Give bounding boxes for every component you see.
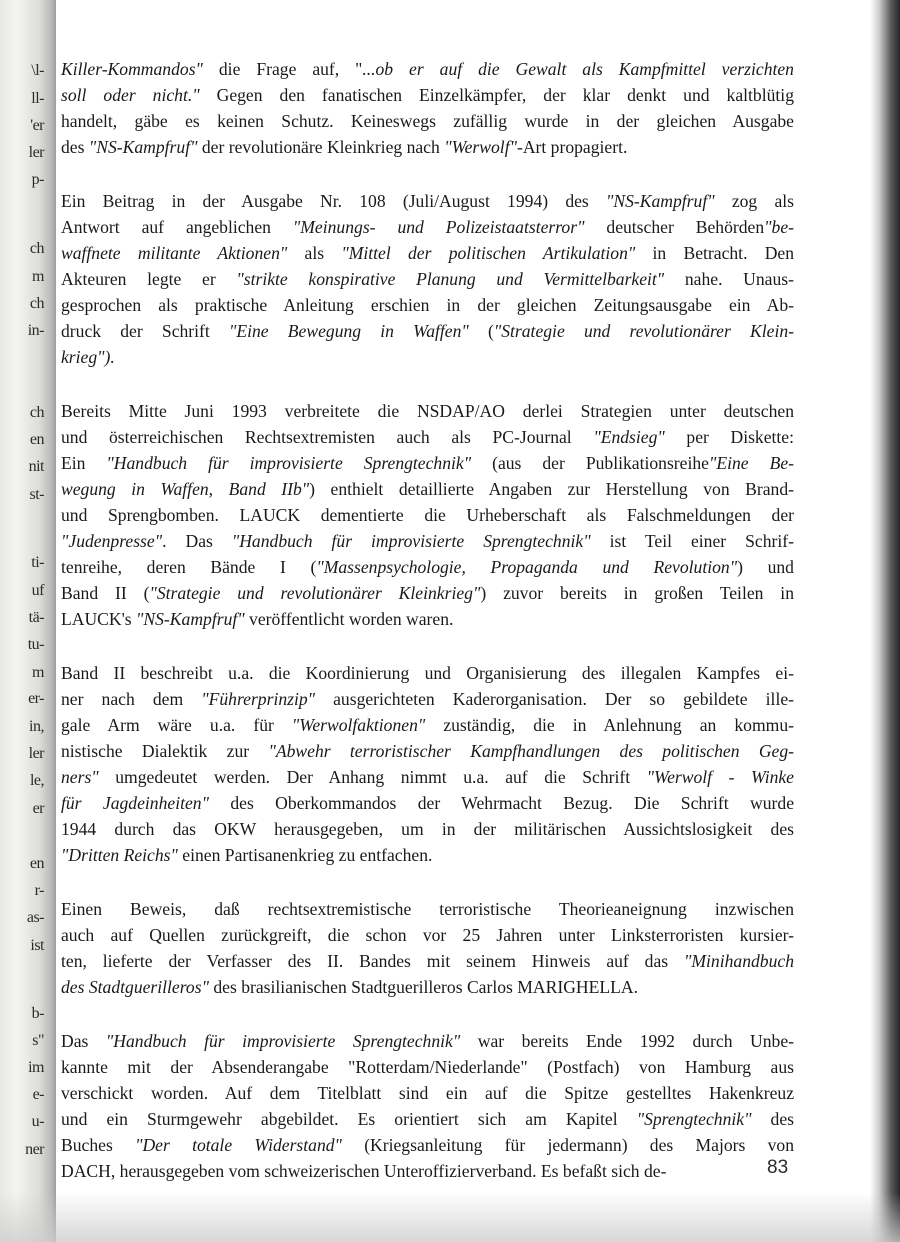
italic-run: wegung in Waffen, Band IIb" (61, 479, 310, 499)
italic-run: "Werwolf" (444, 137, 517, 157)
italic-run: "Mittel der politischen Artikulation" (341, 243, 636, 263)
facing-page-fragment: e- (32, 1086, 44, 1103)
text-run: ist Teil einer Schrif- (590, 531, 794, 551)
text-line (61, 922, 794, 948)
book-gutter (0, 0, 56, 1242)
text-line (61, 188, 794, 214)
text-run: des Oberkommandos der Wehrmacht Bezug. Die Schrift wurde (208, 793, 795, 813)
text-line (61, 344, 794, 370)
facing-page-fragment: ch (29, 240, 44, 257)
paragraph (61, 398, 794, 632)
text-run: tenreihe, deren Bände I ( (61, 557, 317, 577)
text-run: Buches (61, 1135, 136, 1155)
facing-page-fragment: le, (29, 772, 44, 789)
italic-run: "Massenpsychologie, Propaganda und Revolution" (316, 557, 738, 577)
italic-run: "Führerprinzip" (201, 689, 316, 709)
text-line (61, 712, 794, 738)
facing-page-fragment: tä- (28, 609, 44, 626)
text-line (61, 318, 794, 344)
italic-run: "Strategie und revolutionärer Kleinkrieg" (149, 583, 481, 603)
italic-run: Killer-Kommandos" (61, 59, 203, 79)
italic-run: "Werwolfaktionen" (291, 715, 426, 735)
text-run: zuständig, die in Anlehnung an kommu- (425, 715, 794, 735)
text-line (61, 450, 794, 476)
text-line (61, 660, 794, 686)
text-line (61, 580, 794, 606)
italic-run: "strikte konspirative Planung und Vermittelbarkeit" (236, 269, 665, 289)
text-line (61, 266, 794, 292)
text-line (61, 1158, 794, 1184)
italic-run: "Abwehr terroristischer Kampfhandlungen des politischen Geg- (268, 741, 795, 761)
italic-run: waffnete militante Aktionen" (61, 243, 288, 263)
text-run: nahe. Unaus- (664, 269, 794, 289)
italic-run: "Werwolf - Winke (646, 767, 794, 787)
italic-run: "Handbuch für improvisierte Sprengtechnik" (105, 1031, 461, 1051)
paragraph (61, 56, 794, 160)
facing-page-fragment: ler (28, 144, 44, 161)
facing-page-fragment: m (32, 268, 44, 285)
text-line (61, 134, 794, 160)
paragraph (61, 660, 794, 868)
facing-page-fragment: ist (30, 937, 44, 954)
facing-page-fragment: ti- (31, 554, 44, 571)
text-line (61, 292, 794, 318)
text-run: deutscher Behörden (584, 217, 765, 237)
text-run: . Das (162, 531, 232, 551)
text-line (61, 1106, 794, 1132)
italic-run: ...ob er auf die Gewalt als Kampfmittel verzichten (362, 59, 794, 79)
italic-run: des Stadtguerilleros" (61, 977, 209, 997)
text-run: LAUCK's (61, 609, 137, 629)
paragraph (61, 188, 794, 370)
text-line (61, 82, 794, 108)
italic-run: "Der totale Widerstand" (135, 1135, 342, 1155)
text-line (61, 686, 794, 712)
text-line (61, 948, 794, 974)
text-run: 1944 durch das OKW herausgegeben, um in der militärischen Aussichtslosigkeit des (61, 819, 794, 839)
text-run: auch auf Quellen zurückgreift, die schon vor 25 Jahren unter Linksterroristen kursier- (61, 925, 794, 945)
facing-page-fragment: ll- (31, 90, 44, 107)
facing-page-fragment: u- (31, 1113, 44, 1130)
facing-page-fragment: s" (32, 1032, 44, 1049)
page-number: 83 (767, 1157, 789, 1178)
text-run: der revolutionäre Kleinkrieg nach (197, 137, 445, 157)
italic-run: "Meinungs- und Polizeistaatsterror" (292, 217, 585, 237)
facing-page-fragment: nit (28, 458, 44, 475)
text-run: veröffentlicht worden waren. (244, 609, 454, 629)
facing-page-fragment: im (28, 1059, 44, 1076)
text-line (61, 554, 794, 580)
page-body (61, 56, 794, 1212)
facing-page-fragment: in, (29, 718, 44, 735)
facing-page-fragment: st- (29, 486, 44, 503)
text-run: zog als (714, 191, 794, 211)
text-run: per Diskette: (664, 427, 795, 447)
italic-run: "Judenpresse" (61, 531, 163, 551)
text-run: ( (468, 321, 494, 341)
text-line (61, 240, 794, 266)
text-run: kannte mit der Absenderangabe "Rotterdam/Niederlande" (Postfach) von Hamburg aus (61, 1057, 794, 1077)
text-line (61, 764, 794, 790)
italic-run: "NS-Kampfruf" (605, 191, 715, 211)
text-line (61, 896, 794, 922)
facing-page-fragment: p- (31, 171, 44, 188)
italic-run: soll oder nicht." (61, 85, 200, 105)
text-line (61, 842, 794, 868)
text-run: -Art propagiert. (516, 137, 628, 157)
text-line (61, 974, 794, 1000)
text-line (61, 398, 794, 424)
italic-run: ners" (61, 767, 99, 787)
italic-run: "Handbuch für improvisierte Sprengtechnik" (231, 531, 591, 551)
text-run: Band II ( (61, 583, 150, 603)
facing-page-fragment: in- (27, 322, 44, 339)
facing-page-fragment: as- (26, 909, 44, 926)
italic-run: für Jagdeinheiten" (61, 793, 209, 813)
facing-page-fragment: r- (34, 882, 44, 899)
text-run: ausgerichteten Kaderorganisation. Der so gebildete ille- (315, 689, 794, 709)
facing-page-fragment: en (29, 855, 44, 872)
facing-page-fragment: \l- (31, 62, 44, 79)
italic-run: krieg"). (61, 347, 115, 367)
text-run: die Frage auf, " (202, 59, 363, 79)
facing-page-fragment: m (32, 664, 44, 681)
text-line (61, 214, 794, 240)
facing-page-fragment: en (29, 431, 44, 448)
text-run: Akteuren legte er (61, 269, 237, 289)
text-run: des (751, 1109, 794, 1129)
page-bottom-shadow (0, 1192, 900, 1242)
text-run: ten, lieferte der Verfasser des II. Bandes mit seinem Hinweis auf das (61, 951, 684, 971)
text-run: nistische Dialektik zur (61, 741, 269, 761)
text-run: Antwort auf angeblichen (61, 217, 293, 237)
text-run: in Betracht. Den (635, 243, 795, 263)
text-run: und österreichischen Rechtsextremisten auch als PC-Journal (61, 427, 594, 447)
italic-run: "NS-Kampfruf" (88, 137, 198, 157)
text-run: Band II beschreibt u.a. die Koordinierung und Organisierung des illegalen Kampfes ei- (61, 663, 794, 683)
text-run: Einen Beweis, daß rechtsextremistische terroristische Theorieaneignung inzwischen (61, 899, 794, 919)
italic-run: "Eine Bewegung in Waffen" (228, 321, 469, 341)
facing-page-fragment: ch (29, 295, 44, 312)
paragraph (61, 1028, 794, 1184)
text-run: (Kriegsanleitung für jedermann) des Majors von (341, 1135, 795, 1155)
text-line (61, 606, 794, 632)
text-run: umgedeutet werden. Der Anhang nimmt u.a. auf die Schrift (98, 767, 647, 787)
text-run: Ein Beitrag in der Ausgabe Nr. 108 (Juli/August 1994) des (61, 191, 606, 211)
text-run: des brasilianischen Stadtguerilleros Carlos MARIGHELLA. (208, 977, 638, 997)
text-line (61, 424, 794, 450)
text-run: ) zuvor bereits in großen Teilen in (480, 583, 794, 603)
paragraph (61, 896, 794, 1000)
text-line (61, 476, 794, 502)
facing-page-fragment: er (32, 800, 44, 817)
italic-run: "Strategie und revolutionärer Klein- (493, 321, 795, 341)
text-run: druck der Schrift (61, 321, 229, 341)
text-line (61, 528, 794, 554)
text-line (61, 108, 794, 134)
text-run: (aus der Publikationsreihe (471, 453, 709, 473)
facing-page-fragment: tu- (27, 636, 44, 653)
text-line (61, 816, 794, 842)
text-run: ) und (737, 557, 794, 577)
text-run: einen Partisanenkrieg zu entfachen. (177, 845, 433, 865)
text-run: und Sprengbomben. LAUCK dementierte die Urheberschaft als Falschmeldungen der (61, 505, 794, 525)
text-line (61, 1028, 794, 1054)
italic-run: "Minihandbuch (683, 951, 794, 971)
text-run: Gegen den fanatischen Einzelkämpfer, der klar denkt und kaltblütig (199, 85, 794, 105)
facing-page-fragment: ch (29, 404, 44, 421)
text-run: als (287, 243, 342, 263)
text-run: war bereits Ende 1992 durch Unbe- (460, 1031, 794, 1051)
facing-page-fragment: 'er (30, 117, 44, 134)
facing-page-fragment: ler (28, 745, 44, 762)
italic-run: "Handbuch für improvisierte Sprengtechnik" (106, 453, 472, 473)
facing-page-fragment: er- (28, 690, 44, 707)
italic-run: "be- (764, 217, 794, 237)
text-run: des (61, 137, 89, 157)
text-line (61, 1132, 794, 1158)
text-run: gale Arm wäre u.a. für (61, 715, 292, 735)
text-line (61, 56, 794, 82)
text-line (61, 738, 794, 764)
text-run: DACH, herausgegeben vom schweizerischen Unteroffizierverband. Es befaßt sich de- (61, 1161, 667, 1181)
text-line (61, 1080, 794, 1106)
facing-page-fragment: b- (31, 1005, 44, 1022)
facing-page-fragment: uf (31, 582, 44, 599)
text-run: ner nach dem (61, 689, 202, 709)
text-run: verschickt worden. Auf dem Titelblatt sind ein auf die Spitze gestelltes Hakenkreuz (61, 1083, 794, 1103)
text-run: Ein (61, 453, 107, 473)
text-run: handelt, gäbe es keinen Schutz. Keineswegs zufällig wurde in der gleichen Ausgabe (61, 111, 794, 131)
italic-run: "Eine Be- (708, 453, 794, 473)
italic-run: "Sprengtechnik" (636, 1109, 752, 1129)
text-run: Das (61, 1031, 106, 1051)
text-run: ) enthielt detaillierte Angaben zur Herstellung von Brand- (309, 479, 795, 499)
text-line (61, 502, 794, 528)
text-run: gesprochen als praktische Anleitung erschien in der gleichen Zeitungsausgabe ein Ab- (61, 295, 794, 315)
italic-run: "Endsieg" (593, 427, 665, 447)
text-run: und ein Sturmgewehr abgebildet. Es orientiert sich am Kapitel (61, 1109, 637, 1129)
text-line (61, 790, 794, 816)
page-edge-shadow (870, 0, 900, 1242)
text-run: Bereits Mitte Juni 1993 verbreitete die NSDAP/AO derlei Strategien unter deutschen (61, 401, 794, 421)
italic-run: "NS-Kampfruf" (136, 609, 245, 629)
text-line (61, 1054, 794, 1080)
italic-run: "Dritten Reichs" (61, 845, 178, 865)
facing-page-fragment: ner (25, 1141, 44, 1158)
